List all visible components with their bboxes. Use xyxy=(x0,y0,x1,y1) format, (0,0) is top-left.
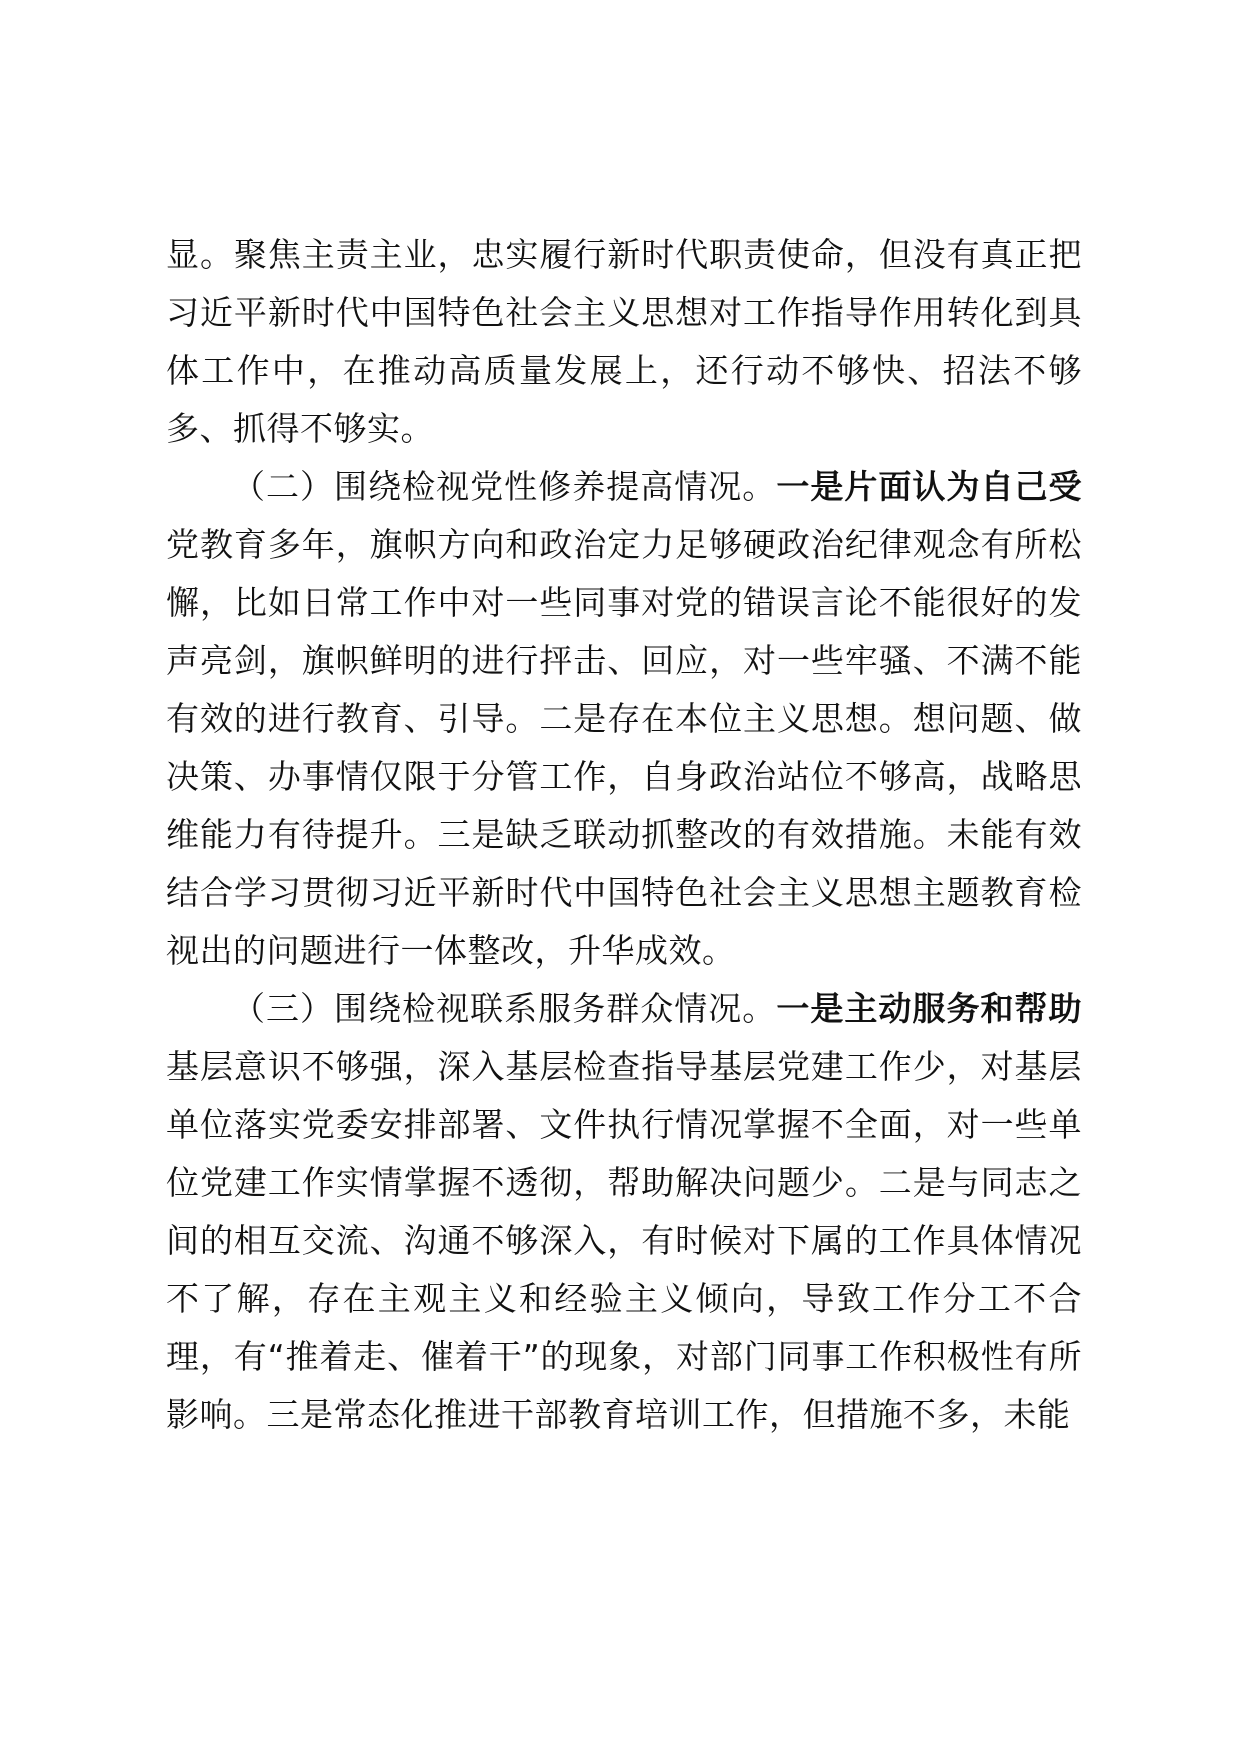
paragraph-3 xyxy=(166,980,1082,1444)
paragraph-3-heading: （三）围绕检视联系服务群众情况。 xyxy=(232,989,777,1028)
paragraph-3-text: 基层意识不够强，深入基层检查指导基层党建工作少，对基层单位落实党委安排部署、文件执行情况掌握不全面，对一些单位党建工作实情掌握不透彻，帮助解决问题少。二是与同志之间的相互交流、沟通不够深入，有时候对下属的工作具体情况不了解，存在主观主义和经验主义倾向，导致工作分工不合理，有“推着走、催着干”的现象，对部门同事工作积极性有所影响。三是常态化推进干部教育培训工作，但措施不多，未能 xyxy=(166,1047,1082,1434)
paragraph-2-text: 党教育多年，旗帜方向和政治定力足够硬政治纪律观念有所松懈，比如日常工作中对一些同事对党的错误言论不能很好的发声亮剑，旗帜鲜明的进行抨击、回应，对一些牢骚、不满不能有效的进行教育、引导。二是存在本位主义思想。想问题、做决策、办事情仅限于分管工作，自身政治站位不够高，战略思维能力有待提升。三是缺乏联动抓整改的有效措施。未能有效结合学习贯彻习近平新时代中国特色社会主义思想主题教育检视出的问题进行一体整改，升华成效。 xyxy=(166,525,1082,970)
paragraph-2-emphasis: 一是片面认为自己受 xyxy=(776,467,1083,506)
paragraph-3-emphasis: 一是主动服务和帮助 xyxy=(776,989,1083,1028)
paragraph-1-text: 显。聚焦主责主业，忠实履行新时代职责使命，但没有真正把习近平新时代中国特色社会主义思想对工作指导作用转化到具体工作中，在推动高质量发展上，还行动不够快、招法不够多、抓得不够实。 xyxy=(166,235,1082,448)
body-text xyxy=(166,226,1082,1444)
paragraph-2-heading: （二）围绕检视党性修养提高情况。 xyxy=(232,467,777,506)
paragraph-2 xyxy=(166,458,1082,980)
paragraph-1 xyxy=(166,226,1082,458)
